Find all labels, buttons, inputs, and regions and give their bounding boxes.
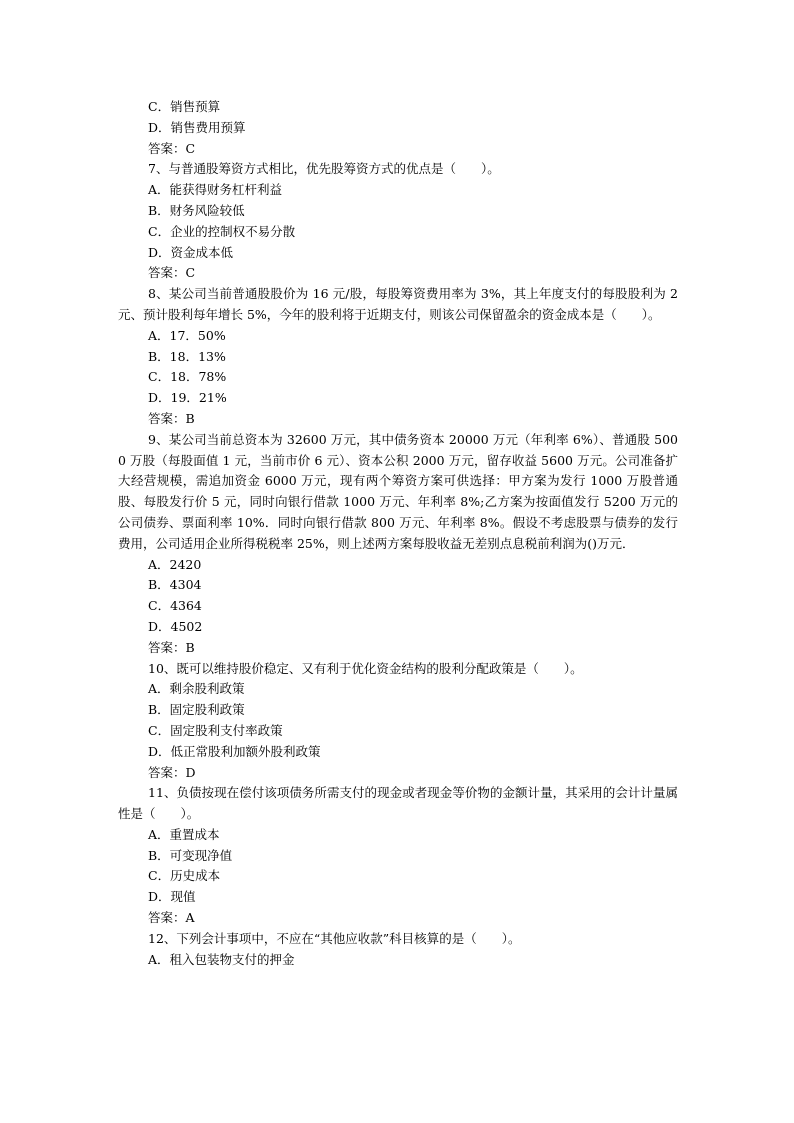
answer-option: A．重置成本 <box>148 826 220 842</box>
answer-option: C．历史成本 <box>148 868 221 884</box>
answer-option: B．财务风险较低 <box>148 202 245 218</box>
answer-option: B．固定股利政策 <box>148 702 245 718</box>
answer-option: D．现值 <box>148 889 196 905</box>
answer-option: A．租入包装物支付的押金 <box>148 951 295 967</box>
answer-option: B．18．13% <box>148 348 226 364</box>
answer-option: A．17．50% <box>148 327 226 343</box>
answer-option: D．4502 <box>148 618 203 634</box>
question-text: 11、负债按现在偿付该项债务所需支付的现金或者现金等价物的金额计量，其采用的会计计量属性是（ ）。 <box>118 785 678 822</box>
question-text: 7、与普通股筹资方式相比，优先股筹资方式的优点是（ ）。 <box>148 161 500 177</box>
answer-option: D．销售费用预算 <box>148 119 246 135</box>
answer-option: C．18．78% <box>148 369 227 385</box>
answer-option: C．企业的控制权不易分散 <box>148 223 296 239</box>
exam-content <box>118 97 678 970</box>
answer-key: 答案：B <box>148 639 195 655</box>
answer-key: 答案：B <box>148 410 195 426</box>
question-text: 12、下列会计事项中，不应在“其他应收款”科目核算的是（ ）。 <box>148 930 521 946</box>
answer-option: B．可变现净值 <box>148 847 233 863</box>
answer-key: 答案：C <box>148 265 196 281</box>
question-text: 10、既可以维持股价稳定、又有利于优化资金结构的股利分配政策是（ ）。 <box>148 660 583 676</box>
answer-option: C．4364 <box>148 598 202 614</box>
answer-option: A．2420 <box>148 556 202 572</box>
answer-option: C．固定股利支付率政策 <box>148 722 283 738</box>
answer-option: A．能获得财务杠杆利益 <box>148 182 283 198</box>
answer-option: A．剩余股利政策 <box>148 681 245 697</box>
answer-option: B．4304 <box>148 577 202 593</box>
question-text: 8、某公司当前普通股股价为 16 元/股，每股筹资费用率为 3%，其上年度支付的每股股利为 2 元、预计股利每年增长 5%，今年的股利将于近期支付，则该公司保留盈余的资金成本是（ ）。 <box>118 286 678 322</box>
answer-option: D．低正常股利加额外股利政策 <box>148 743 321 759</box>
answer-key: 答案：D <box>148 764 196 780</box>
question-text: 9、某公司当前总资本为 32600 万元，其中债务资本 20000 万元（年利率 6%）、普通股 5000 万股（每股面值 1 元，当前市价 6 元）、资本公积 2000 万元，留存收益 5600 万元。公司准备扩大经营规模，需追加资金 6000 万元，现有两个筹资方案可供选择：甲方案为发行 1000 万股普通股、每股发行价 5 元，同时向银行借款 1000 万元、年利率 8%;乙方案为按面值发行 5200 万元的公司债券、票面利率 10%．同时向银行借款 800 万元、年利率 8%。假设不考虑股票与债券的发行费用，公司适用企业所得税税率 25%，则上述两方案每股收益无差别点息税前利润为()万元． <box>118 431 678 551</box>
answer-option: D．资金成本低 <box>148 244 234 260</box>
answer-option: C．销售预算 <box>148 99 221 114</box>
answer-key: 答案：A <box>148 910 195 926</box>
answer-option: D．19．21% <box>148 390 227 406</box>
answer-key: 答案：C <box>148 140 196 156</box>
